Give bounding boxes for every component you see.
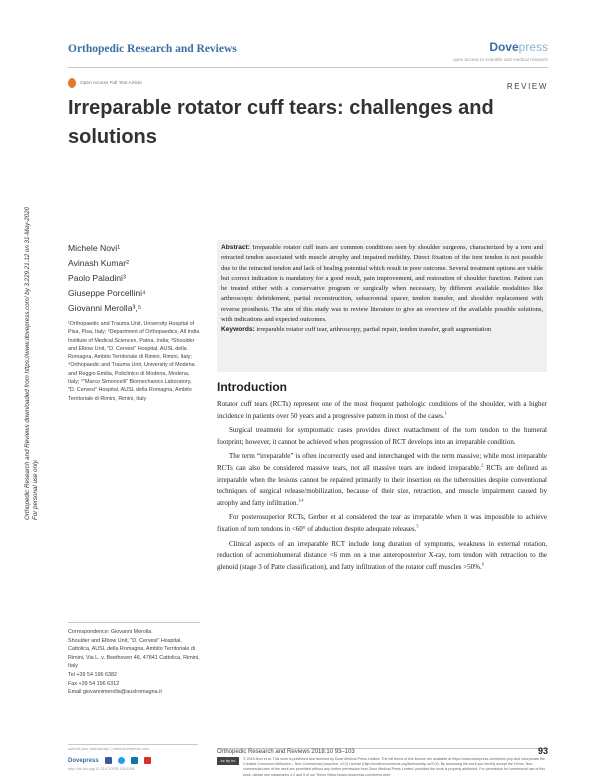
citation[interactable]: 2 [480, 462, 483, 468]
linkedin-icon[interactable] [131, 757, 138, 764]
paragraph [217, 539, 547, 574]
youtube-icon[interactable] [144, 757, 151, 764]
keywords-paragraph [221, 325, 543, 335]
abstract-paragraph [221, 243, 543, 325]
publisher-logo[interactable] [489, 40, 548, 54]
paragraph-text: For posterosuperior RCTs, Gerber et al considered the tear as irreparable when it was impossible to achieve fixation of torn tendons in <60° of abduction despite adequate releases. [217, 513, 547, 533]
keywords-text: irreparable rotator cuff tear, arthroscopy, partial repair, tendon transfer, graft augmentation [256, 326, 492, 334]
license-text: © 2018 Novi et al. This work is published and licensed by Dove Medical Press Limited. The full terms of this license are available at https://www.dovepress.com/terms.php and incorporate the Creative Commons Attribution – Non Commercial (unported, v3.0) License (http://creativecommons.org/licenses/by-nc/3.0/). By accessing the work you hereby accept the Terms. Non-commercial uses of the work are permitted without any further permission from Dove Medical Press Limited, provided the work is properly attributed. For permission for commercial use of this work, please see paragraphs 4.2 and 5 of our Terms (https://www.dovepress.com/terms.php). [243, 757, 545, 776]
correspondence-address: Shoulder and Elbow Unit, "D. Cervesi" Hospital, Cattolica, AUSL della Romagna, Ambito Territoriale di Rimini, Via L. v. Beethoven 46, 47841 Cattolica, Rimini, Italy [68, 637, 200, 670]
correspondence-fax: Fax +39 54 196 6312 [68, 680, 120, 687]
paragraph [217, 512, 547, 535]
correspondence-email[interactable]: Email giovannimerolla@ausIromagna.it [68, 689, 162, 696]
paragraph [217, 399, 547, 422]
author: Giovanni Merolla³,⁵ [68, 303, 142, 313]
paragraph-text: RCTs are defined as irreparable when the lesions cannot be repaired primarily to their insertion on the tuberosities despite conventional techniques of surgical release/mobilization, because of their size, retraction, and muscle impairment caused by atrophy and fatty infiltration. [217, 463, 547, 507]
footer-brand [68, 757, 151, 764]
paragraph-text: The term “irreparable” is often incorrectly used and interchanged with the term massive; while most irreparable RCTs can also be considered massive tears, not all massive tears are indeed irreparable. [217, 452, 547, 472]
cc-license-icon[interactable]: cc by nc [217, 757, 239, 765]
article-title: Irreparable rotator cuff tears: challenges and solutions [68, 97, 494, 148]
keywords-label: Keywords: [221, 326, 255, 334]
citation[interactable]: 3,4 [298, 497, 304, 503]
correspondence-divider [68, 622, 200, 623]
paragraph-text: Surgical treatment for symptomatic cases provides direct reattachment of the torn tendon to the humeral footprint; however, it cannot be achieved when progression of RCT develops into an irreparable condition. [217, 426, 547, 446]
open-access-label [68, 78, 142, 88]
paragraph [217, 451, 547, 509]
publisher-tagline: open access to scientific and medical research [453, 57, 548, 62]
author: Giuseppe Porcellini⁴ [68, 288, 146, 298]
open-access-icon [68, 78, 76, 88]
correspondence-label: Correspondence: Giovanni Merolla [68, 629, 152, 635]
doi-link[interactable]: http://dx.doi.org/10.2147/ORR.S151108 [68, 767, 135, 771]
footer-left-divider [68, 744, 198, 745]
paragraph-text: Clinical aspects of an irreparable RCT include long duration of symptoms, weakness in external rotation, reduction of acromiohumeral distance <6 mm on a true anteroposterior X-ray, torn tendon with retraction to the glenoid (stage 3 of Patte classification), and fatty infiltration of the rotator cuff muscles >50%. [217, 539, 547, 571]
author: Michele Novi¹ [68, 243, 121, 253]
download-notice-line1: Orthopedic Research and Reviews downloaded from https://www.dovepress.com/ by 3.229.21.12 on 31-May-2020 [24, 207, 31, 520]
abstract-label: Abstract: [221, 244, 250, 251]
abstract-text: Irreparable rotator cuff tears are common conditions seen by shoulder surgeons, characterized by a torn and retracted tendon associated with muscle atrophy and impaired mobility. Direct fixation of the torn tendon is not possible due to the retracted tendon and lack of healing potential which result in poor outcome. Several treatment options are viable but correct indication is mandatory for a good result, pain improvement, and restoration of shoulder function. Patient can be treated either with a conservative program or surgically when necessary, by different available modalities like arthroscopic debridement, partial reconstruction, subacromial spacer, tendon transfer, and shoulder replacement with reverse prosthesis. The aim of this study was to review literature to give an overview of the available possible solutions, with indications and expected outcomes. [221, 244, 544, 324]
download-notice-line2: For personal use only. [32, 459, 39, 520]
twitter-icon[interactable] [118, 757, 125, 764]
footer-brand-text[interactable]: Dovepress [68, 757, 99, 764]
journal-name[interactable]: Orthopedic Research and Reviews [68, 43, 237, 55]
author: Avinash Kumar² [68, 258, 129, 268]
correspondence-tel: Tel +39 54 196 6382 [68, 671, 118, 678]
abstract-box [217, 240, 547, 372]
paragraph [217, 425, 547, 448]
correspondence-block [68, 628, 200, 697]
brand-strong: Dove [489, 40, 519, 54]
author-list [68, 241, 198, 316]
facebook-icon[interactable] [105, 757, 112, 764]
introduction-heading: Introduction [217, 380, 287, 394]
submit-link[interactable]: submit your manuscript | www.dovepress.com [68, 746, 150, 751]
citation[interactable]: 6 [481, 561, 484, 567]
citation[interactable]: 5 [416, 523, 419, 529]
open-access-text: Open Access Full Text Article [80, 80, 142, 86]
page-number: 93 [537, 746, 548, 756]
introduction-body [217, 399, 547, 573]
citation[interactable]: 1 [444, 410, 447, 416]
download-notice [24, 140, 39, 520]
paragraph-text: Rotator cuff tears (RCTs) represent one of the most frequent pathologic conditions of the shoulder, with a higher incidence in patients over 50 years and a progressive pattern in most of the cases. [217, 400, 547, 420]
citation-line: Orthopedic Research and Reviews 2018:10 93–103 [217, 749, 355, 755]
author: Paolo Paladini³ [68, 273, 126, 283]
affiliations: ¹Orthopaedic and Trauma Unit, University Hospital of Pisa, Pisa, Italy; ²Department of Orthopaedics, All India Institute of Medical Sciences, Patna, India; ³Shoulder and Elbow Unit, "D. Cervesi" Hospital, AUSL della Romagna, Ambito Territoriale di Rimini, Rimini, Italy; ⁴Orthopaedic and Trauma Unit, University of Modena and Reggio Emilia, Policlinico di Modena, Modena, Italy; ⁵"Marco Simoncelli" Biomechanics Laboratory, "D. Cervesi" Hospital, AUSL della Romagna, Ambito Territoriale di Rimini, Rimini, Italy [68, 321, 200, 402]
brand-light: press [518, 40, 548, 54]
header-divider [68, 67, 548, 68]
article-type: REVIEW [506, 82, 548, 91]
